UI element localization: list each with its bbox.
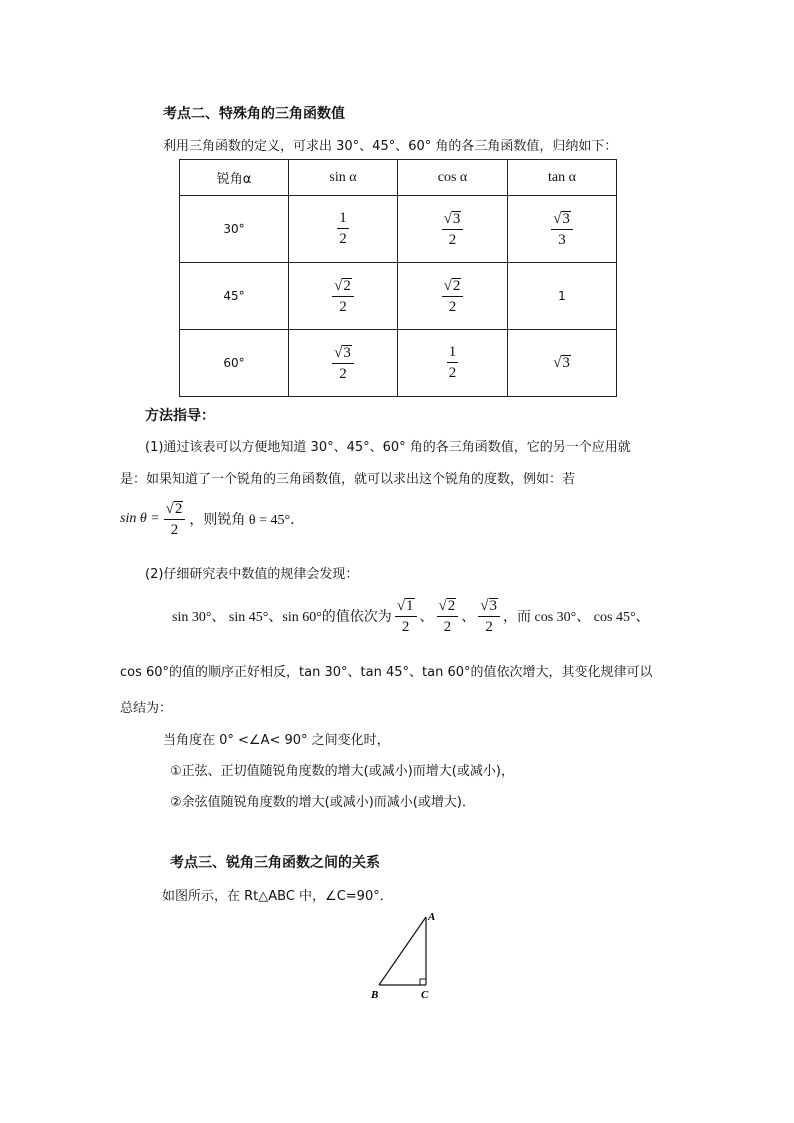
right-triangle-diagram (365, 905, 445, 1005)
side-ab (379, 917, 426, 985)
value-cell: √ 3 (508, 330, 617, 397)
table-row (180, 330, 617, 397)
trig-table (179, 159, 617, 397)
section2-intro: 利用三角函数的定义，可求出 30°、45°、60° 角的各三角函数值，归纳如下： (163, 139, 618, 154)
method-title: 方法指导： (145, 408, 215, 424)
method-p2-intro: (2)仔细研究表中数值的规律会发现： (145, 567, 359, 582)
angle-cell: 30° (180, 196, 289, 263)
value-cell: 1 (508, 263, 617, 330)
table-row (180, 263, 617, 330)
method-p2-line1: sin 30°、 sin 45°、sin 60°的值依次为 √ 1 2 、 √ 2 2 、 √ 3 2 ，而 cos 30°、 cos 45°、 (172, 598, 650, 635)
value-cell: √ 3 2 (289, 330, 398, 397)
section2-title: 考点二、特殊角的三角函数值 (163, 106, 345, 122)
section3-intro: 如图所示，在 Rt△ABC 中，∠C=90°． (162, 889, 393, 904)
right-angle-mark (420, 979, 426, 985)
vertex-label-c: C (421, 989, 429, 1001)
angle-cell: 45° (180, 263, 289, 330)
value-cell: $\frac{1}{2}$ (289, 196, 398, 263)
method-p1-formula: sin θ = √ 2 2 ，则锐角 θ = 45°． (120, 501, 305, 538)
rule-2: ②余弦值随锐角度数的增大(或减小)而减小(或增大)． (170, 795, 475, 810)
rule-intro: 当角度在 0° <∠A< 90° 之间变化时， (163, 733, 390, 748)
table-row (180, 196, 617, 263)
value-cell: $\frac{1}{2}$ (398, 330, 508, 397)
header-tan: tan α (508, 160, 617, 196)
header-angle: 锐角α (180, 160, 289, 196)
table-header-row (180, 160, 617, 196)
header-cos: cos α (398, 160, 508, 196)
value-cell: √ 2 2 (289, 263, 398, 330)
vertex-label-b: B (371, 989, 379, 1001)
value-cell: √ 2 2 (398, 263, 508, 330)
value-cell: √ 3 3 (508, 196, 617, 263)
method-p2-line2: cos 60°的值的顺序正好相反，tan 30°、tan 45°、tan 60°的值依次增大，其变化规律可以 (120, 665, 653, 680)
section3-title: 考点三、锐角三角函数之间的关系 (170, 855, 380, 871)
vertex-label-a: A (428, 911, 436, 923)
header-sin: sin α (289, 160, 398, 196)
angle-cell: 60° (180, 330, 289, 397)
rule-1: ①正弦、正切值随锐角度数的增大(或减小)而增大(或减小)， (170, 764, 514, 779)
method-p1-line1: (1)通过该表可以方便地知道 30°、45°、60° 角的各三角函数值，它的另一个应用就 (145, 440, 631, 455)
method-p2-line3: 总结为： (120, 701, 173, 716)
method-p1-line2: 是：如果知道了一个锐角的三角函数值，就可以求出这个锐角的度数，例如：若 (120, 472, 576, 487)
value-cell: √ 3 2 (398, 196, 508, 263)
